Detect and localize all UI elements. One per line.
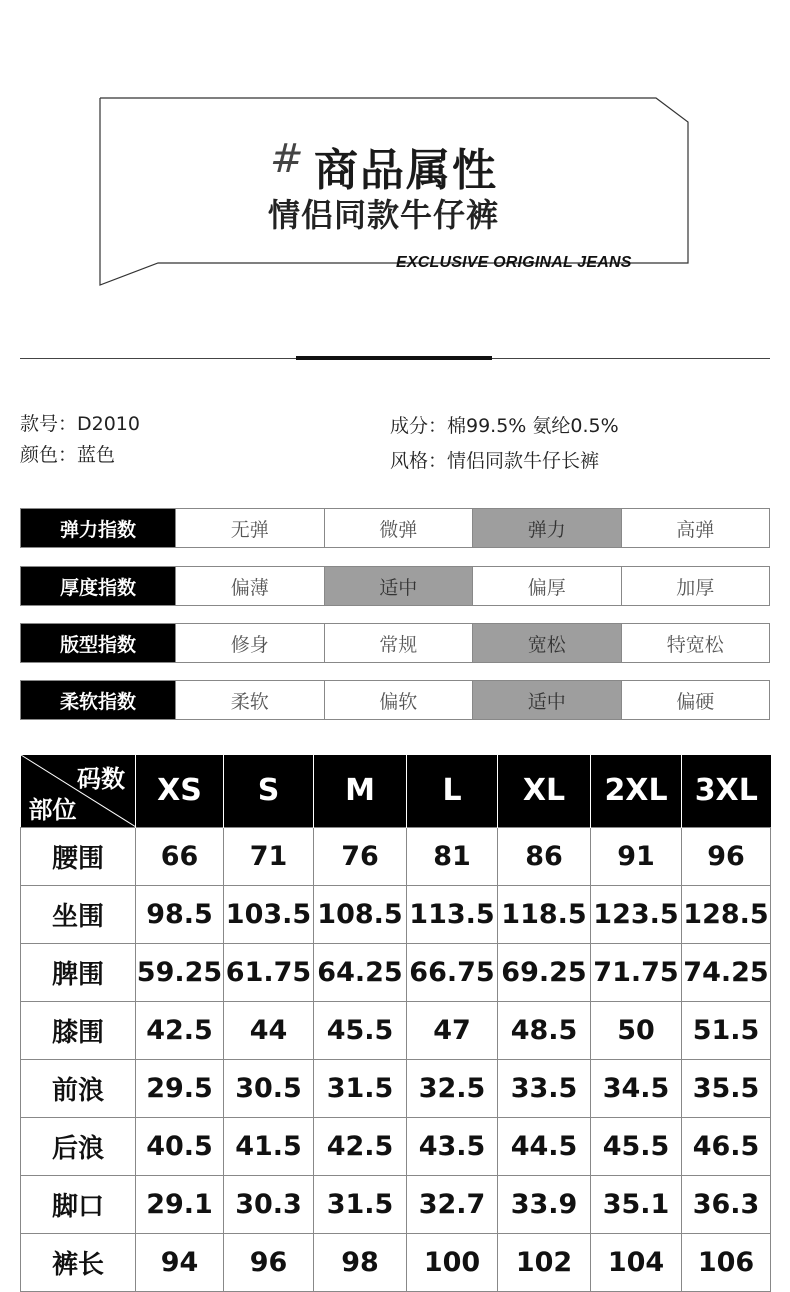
corner-part-label: 部位 bbox=[28, 795, 77, 824]
size-header-row bbox=[21, 755, 771, 827]
index-option: 加厚 bbox=[621, 567, 770, 605]
measurement-cell: 30.3 bbox=[224, 1175, 314, 1233]
index-option: 无弹 bbox=[175, 509, 324, 547]
measurement-cell: 41.5 bbox=[224, 1117, 314, 1175]
page-subtitle: 情侣同款牛仔裤 bbox=[268, 196, 500, 234]
measurement-cell: 31.5 bbox=[314, 1059, 407, 1117]
style-info: 风格：情侣同款牛仔长裤 bbox=[390, 450, 600, 472]
measurement-cell: 32.7 bbox=[407, 1175, 498, 1233]
index-option: 柔软 bbox=[175, 681, 324, 719]
measurement-cell: 34.5 bbox=[591, 1059, 682, 1117]
measurement-cell: 123.5 bbox=[591, 885, 682, 943]
part-name-cell: 坐围 bbox=[21, 885, 136, 943]
measurement-cell: 33.9 bbox=[498, 1175, 591, 1233]
measurement-cell: 36.3 bbox=[682, 1175, 771, 1233]
hash-symbol: # bbox=[270, 136, 304, 182]
measurement-cell: 98 bbox=[314, 1233, 407, 1291]
measurement-cell: 106 bbox=[682, 1233, 771, 1291]
measurement-cell: 35.5 bbox=[682, 1059, 771, 1117]
measurement-cell: 71 bbox=[224, 827, 314, 885]
table-row bbox=[21, 943, 771, 1001]
index-option: 修身 bbox=[175, 624, 324, 662]
measurement-cell: 91 bbox=[591, 827, 682, 885]
measurement-cell: 128.5 bbox=[682, 885, 771, 943]
measurement-cell: 64.25 bbox=[314, 943, 407, 1001]
page-title: 商品属性 bbox=[314, 145, 498, 196]
index-option: 偏硬 bbox=[621, 681, 770, 719]
measurement-cell: 86 bbox=[498, 827, 591, 885]
index-row bbox=[20, 680, 770, 720]
measurement-cell: 98.5 bbox=[136, 885, 224, 943]
measurement-cell: 103.5 bbox=[224, 885, 314, 943]
measurement-cell: 113.5 bbox=[407, 885, 498, 943]
measurement-cell: 29.1 bbox=[136, 1175, 224, 1233]
size-header-cell: M bbox=[314, 755, 407, 827]
table-row bbox=[21, 827, 771, 885]
size-header-cell: XS bbox=[136, 755, 224, 827]
composition-info: 成分：棉99.5% 氨纶0.5% bbox=[390, 415, 619, 437]
size-header-cell: S bbox=[224, 755, 314, 827]
measurement-cell: 33.5 bbox=[498, 1059, 591, 1117]
table-row bbox=[21, 1001, 771, 1059]
header-banner bbox=[0, 0, 790, 300]
index-label: 厚度指数 bbox=[21, 567, 175, 605]
index-option: 偏软 bbox=[324, 681, 473, 719]
measurement-cell: 44.5 bbox=[498, 1117, 591, 1175]
index-option-selected: 弹力 bbox=[472, 509, 621, 547]
english-tagline: EXCLUSIVE ORIGINAL JEANS bbox=[396, 254, 632, 271]
part-name-cell: 裤长 bbox=[21, 1233, 136, 1291]
color-info: 颜色：蓝色 bbox=[20, 444, 116, 466]
table-row bbox=[21, 1059, 771, 1117]
size-header-cell: L bbox=[407, 755, 498, 827]
measurement-cell: 51.5 bbox=[682, 1001, 771, 1059]
index-label: 版型指数 bbox=[21, 624, 175, 662]
index-option: 微弹 bbox=[324, 509, 473, 547]
index-option-selected: 适中 bbox=[472, 681, 621, 719]
measurement-cell: 96 bbox=[224, 1233, 314, 1291]
measurement-cell: 45.5 bbox=[591, 1117, 682, 1175]
measurement-cell: 100 bbox=[407, 1233, 498, 1291]
measurement-cell: 45.5 bbox=[314, 1001, 407, 1059]
index-option: 高弹 bbox=[621, 509, 770, 547]
index-label: 柔软指数 bbox=[21, 681, 175, 719]
table-row bbox=[21, 1175, 771, 1233]
measurement-cell: 42.5 bbox=[314, 1117, 407, 1175]
index-row bbox=[20, 623, 770, 663]
part-name-cell: 脾围 bbox=[21, 943, 136, 1001]
part-name-cell: 脚口 bbox=[21, 1175, 136, 1233]
index-option: 偏厚 bbox=[472, 567, 621, 605]
style-number: 款号：D2010 bbox=[20, 413, 140, 435]
size-table bbox=[20, 755, 771, 1292]
measurement-cell: 44 bbox=[224, 1001, 314, 1059]
divider-accent bbox=[296, 356, 492, 360]
measurement-cell: 102 bbox=[498, 1233, 591, 1291]
table-row bbox=[21, 885, 771, 943]
size-table-body bbox=[21, 827, 771, 1291]
measurement-cell: 76 bbox=[314, 827, 407, 885]
index-option-selected: 宽松 bbox=[472, 624, 621, 662]
corner-size-label: 码数 bbox=[77, 765, 125, 793]
index-option: 偏薄 bbox=[175, 567, 324, 605]
table-row bbox=[21, 1233, 771, 1291]
index-option: 常规 bbox=[324, 624, 473, 662]
measurement-cell: 71.75 bbox=[591, 943, 682, 1001]
measurement-cell: 42.5 bbox=[136, 1001, 224, 1059]
size-header-cell: 2XL bbox=[591, 755, 682, 827]
index-row bbox=[20, 566, 770, 606]
measurement-cell: 74.25 bbox=[682, 943, 771, 1001]
measurement-cell: 32.5 bbox=[407, 1059, 498, 1117]
measurement-cell: 40.5 bbox=[136, 1117, 224, 1175]
measurement-cell: 69.25 bbox=[498, 943, 591, 1001]
measurement-cell: 81 bbox=[407, 827, 498, 885]
index-row bbox=[20, 508, 770, 548]
measurement-cell: 61.75 bbox=[224, 943, 314, 1001]
measurement-cell: 35.1 bbox=[591, 1175, 682, 1233]
measurement-cell: 66.75 bbox=[407, 943, 498, 1001]
part-name-cell: 膝围 bbox=[21, 1001, 136, 1059]
measurement-cell: 66 bbox=[136, 827, 224, 885]
size-header-cell: XL bbox=[498, 755, 591, 827]
measurement-cell: 46.5 bbox=[682, 1117, 771, 1175]
table-row bbox=[21, 1117, 771, 1175]
measurement-cell: 29.5 bbox=[136, 1059, 224, 1117]
measurement-cell: 96 bbox=[682, 827, 771, 885]
part-name-cell: 腰围 bbox=[21, 827, 136, 885]
measurement-cell: 118.5 bbox=[498, 885, 591, 943]
measurement-cell: 47 bbox=[407, 1001, 498, 1059]
index-option-selected: 适中 bbox=[324, 567, 473, 605]
measurement-cell: 59.25 bbox=[136, 943, 224, 1001]
measurement-cell: 30.5 bbox=[224, 1059, 314, 1117]
table-corner-cell bbox=[21, 755, 136, 827]
measurement-cell: 48.5 bbox=[498, 1001, 591, 1059]
part-name-cell: 后浪 bbox=[21, 1117, 136, 1175]
measurement-cell: 50 bbox=[591, 1001, 682, 1059]
measurement-cell: 43.5 bbox=[407, 1117, 498, 1175]
index-label: 弹力指数 bbox=[21, 509, 175, 547]
measurement-cell: 104 bbox=[591, 1233, 682, 1291]
part-name-cell: 前浪 bbox=[21, 1059, 136, 1117]
measurement-cell: 31.5 bbox=[314, 1175, 407, 1233]
size-header-cell: 3XL bbox=[682, 755, 771, 827]
measurement-cell: 94 bbox=[136, 1233, 224, 1291]
measurement-cell: 108.5 bbox=[314, 885, 407, 943]
index-option: 特宽松 bbox=[621, 624, 770, 662]
